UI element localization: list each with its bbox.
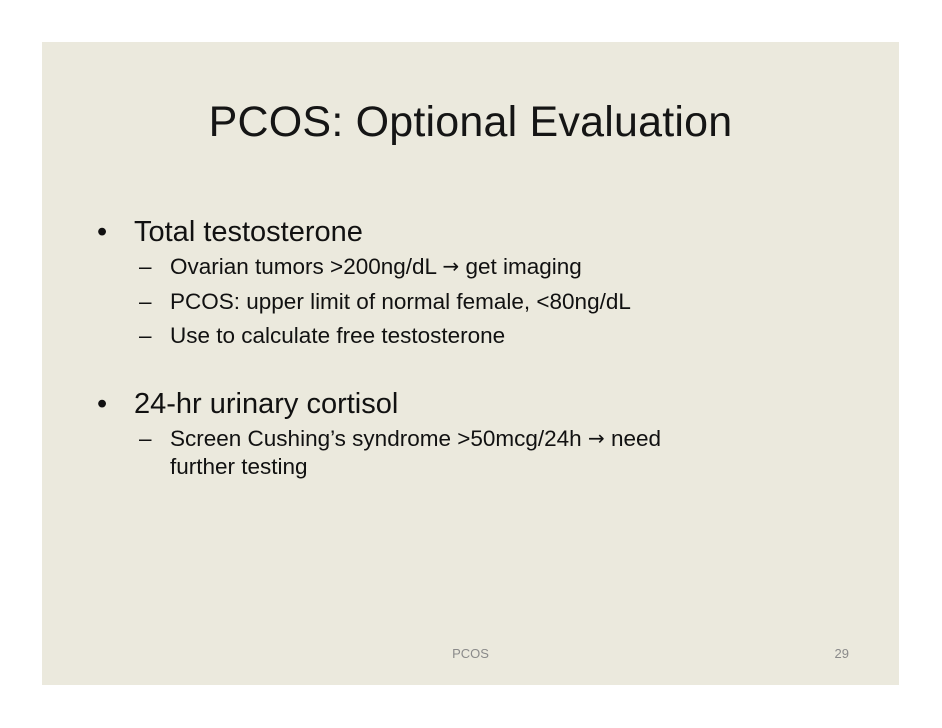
- sub-text-after: get imaging: [459, 254, 582, 279]
- dash-marker: –: [139, 323, 152, 348]
- bullet-total-testosterone: [97, 214, 857, 250]
- sub-item-ovarian-tumors: [97, 253, 857, 281]
- sub-item-cushings-screen: [97, 425, 857, 480]
- spacer: [97, 349, 857, 386]
- dash-marker: –: [139, 254, 152, 279]
- sub-text: Use to calculate free testosterone: [170, 323, 506, 348]
- sub-text-before: Screen Cushing’s syndrome >50mcg/24h: [170, 426, 588, 451]
- sub-text-after: need: [604, 426, 662, 451]
- slide: [42, 42, 899, 685]
- sub-item-pcos-limit: [97, 288, 857, 315]
- sub-text: PCOS: upper limit of normal female, <80ng/dL: [170, 289, 631, 314]
- right-arrow-icon: →: [587, 426, 605, 450]
- sub-text-before: Ovarian tumors >200ng/dL: [170, 254, 443, 279]
- bullet-marker: •: [97, 388, 108, 420]
- dash-marker: –: [139, 289, 152, 314]
- bullet-urinary-cortisol: [97, 386, 857, 422]
- sub-list-testosterone: [97, 253, 857, 349]
- slide-body: [97, 214, 857, 480]
- bullet-text: Total testosterone: [134, 216, 363, 248]
- sub-list-cortisol: [97, 425, 857, 480]
- slide-title: PCOS: Optional Evaluation: [208, 98, 733, 146]
- sub-line-2: further testing: [170, 454, 308, 479]
- footer-label: PCOS: [452, 646, 489, 661]
- dash-marker: –: [139, 426, 152, 451]
- bullet-marker: •: [97, 216, 108, 248]
- sub-item-free-testosterone: [97, 322, 857, 349]
- bullet-text: 24-hr urinary cortisol: [134, 388, 399, 420]
- sub-line-1: [170, 425, 857, 453]
- page-number: 29: [834, 646, 849, 661]
- right-arrow-icon: →: [442, 254, 460, 278]
